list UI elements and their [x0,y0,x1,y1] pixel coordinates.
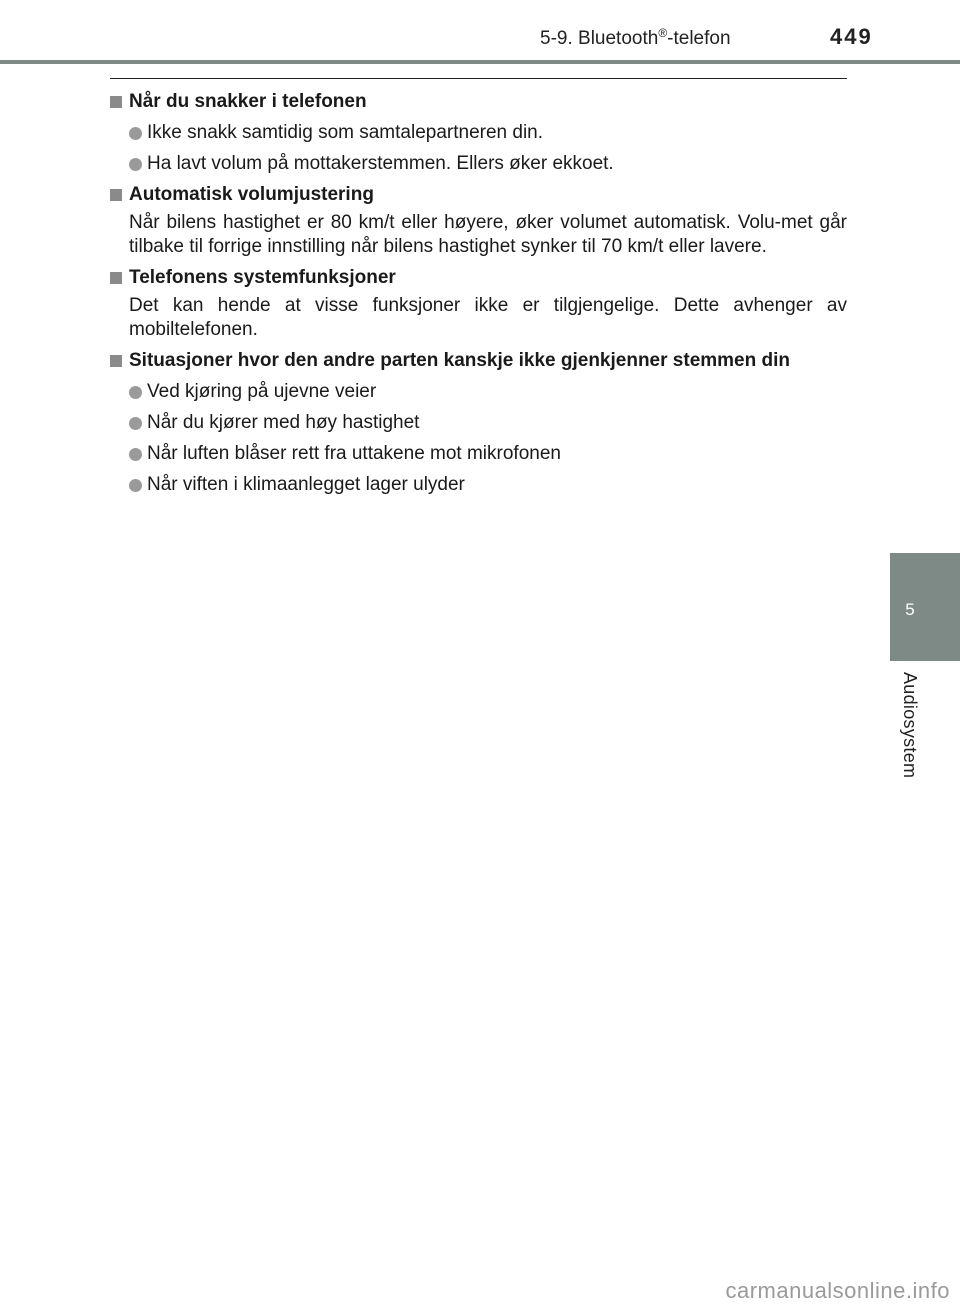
section-heading: Automatisk volumjustering [110,183,847,207]
section-paragraph: Det kan hende at visse funksjoner ikke er tilgjengelige. Dette avhenger av mobiltelefonen. [129,295,847,340]
list-item: Når luften blåser rett fra uttakene mot mikrofonen [129,442,847,466]
list-item: Når du kjører med høy hastighet [129,411,847,435]
circle-bullet-icon [129,417,142,430]
section-title-pre: 5-9. Bluetooth [540,28,659,49]
circle-bullet-icon [129,158,142,171]
section-phone-call [110,90,847,176]
circle-bullet-icon [129,127,142,140]
chapter-number: 5 [905,600,915,619]
circle-bullet-icon [129,448,142,461]
square-bullet-icon [110,189,122,201]
section-auto-volume [110,183,847,259]
chapter-label: Audiosystem [900,672,920,779]
section-voice-recognition [110,349,847,497]
content-divider [110,78,847,79]
list-item: Når viften i klimaanlegget lager ulyder [129,473,847,497]
section-paragraph: Når bilens hastighet er 80 km/t eller høyere, øker volumet automatisk. Volu-met går tilbake til forrige innstilling når bilens hastighet synker til 70 km/t eller lavere. [129,212,847,257]
page-content [110,90,847,504]
circle-bullet-icon [129,386,142,399]
watermark: carmanualsonline.info [725,1278,950,1303]
square-bullet-icon [110,355,122,367]
section-title [540,27,800,51]
list-item: Ikke snakk samtidig som samtalepartneren din. [129,121,847,145]
square-bullet-icon [110,272,122,284]
page-number: 449 [830,24,873,49]
section-title-post: -telefon [667,28,731,49]
section-heading: Situasjoner hvor den andre parten kanskje ikke gjenkjenner stemmen din [110,349,847,373]
square-bullet-icon [110,96,122,108]
header-rule [0,60,960,64]
section-heading: Telefonens systemfunksjoner [110,266,847,290]
list-item: Ved kjøring på ujevne veier [129,380,847,404]
circle-bullet-icon [129,479,142,492]
section-heading: Når du snakker i telefonen [110,90,847,114]
list-item: Ha lavt volum på mottakerstemmen. Ellers øker ekkoet. [129,152,847,176]
registered-mark: ® [658,26,668,40]
section-phone-functions [110,266,847,342]
